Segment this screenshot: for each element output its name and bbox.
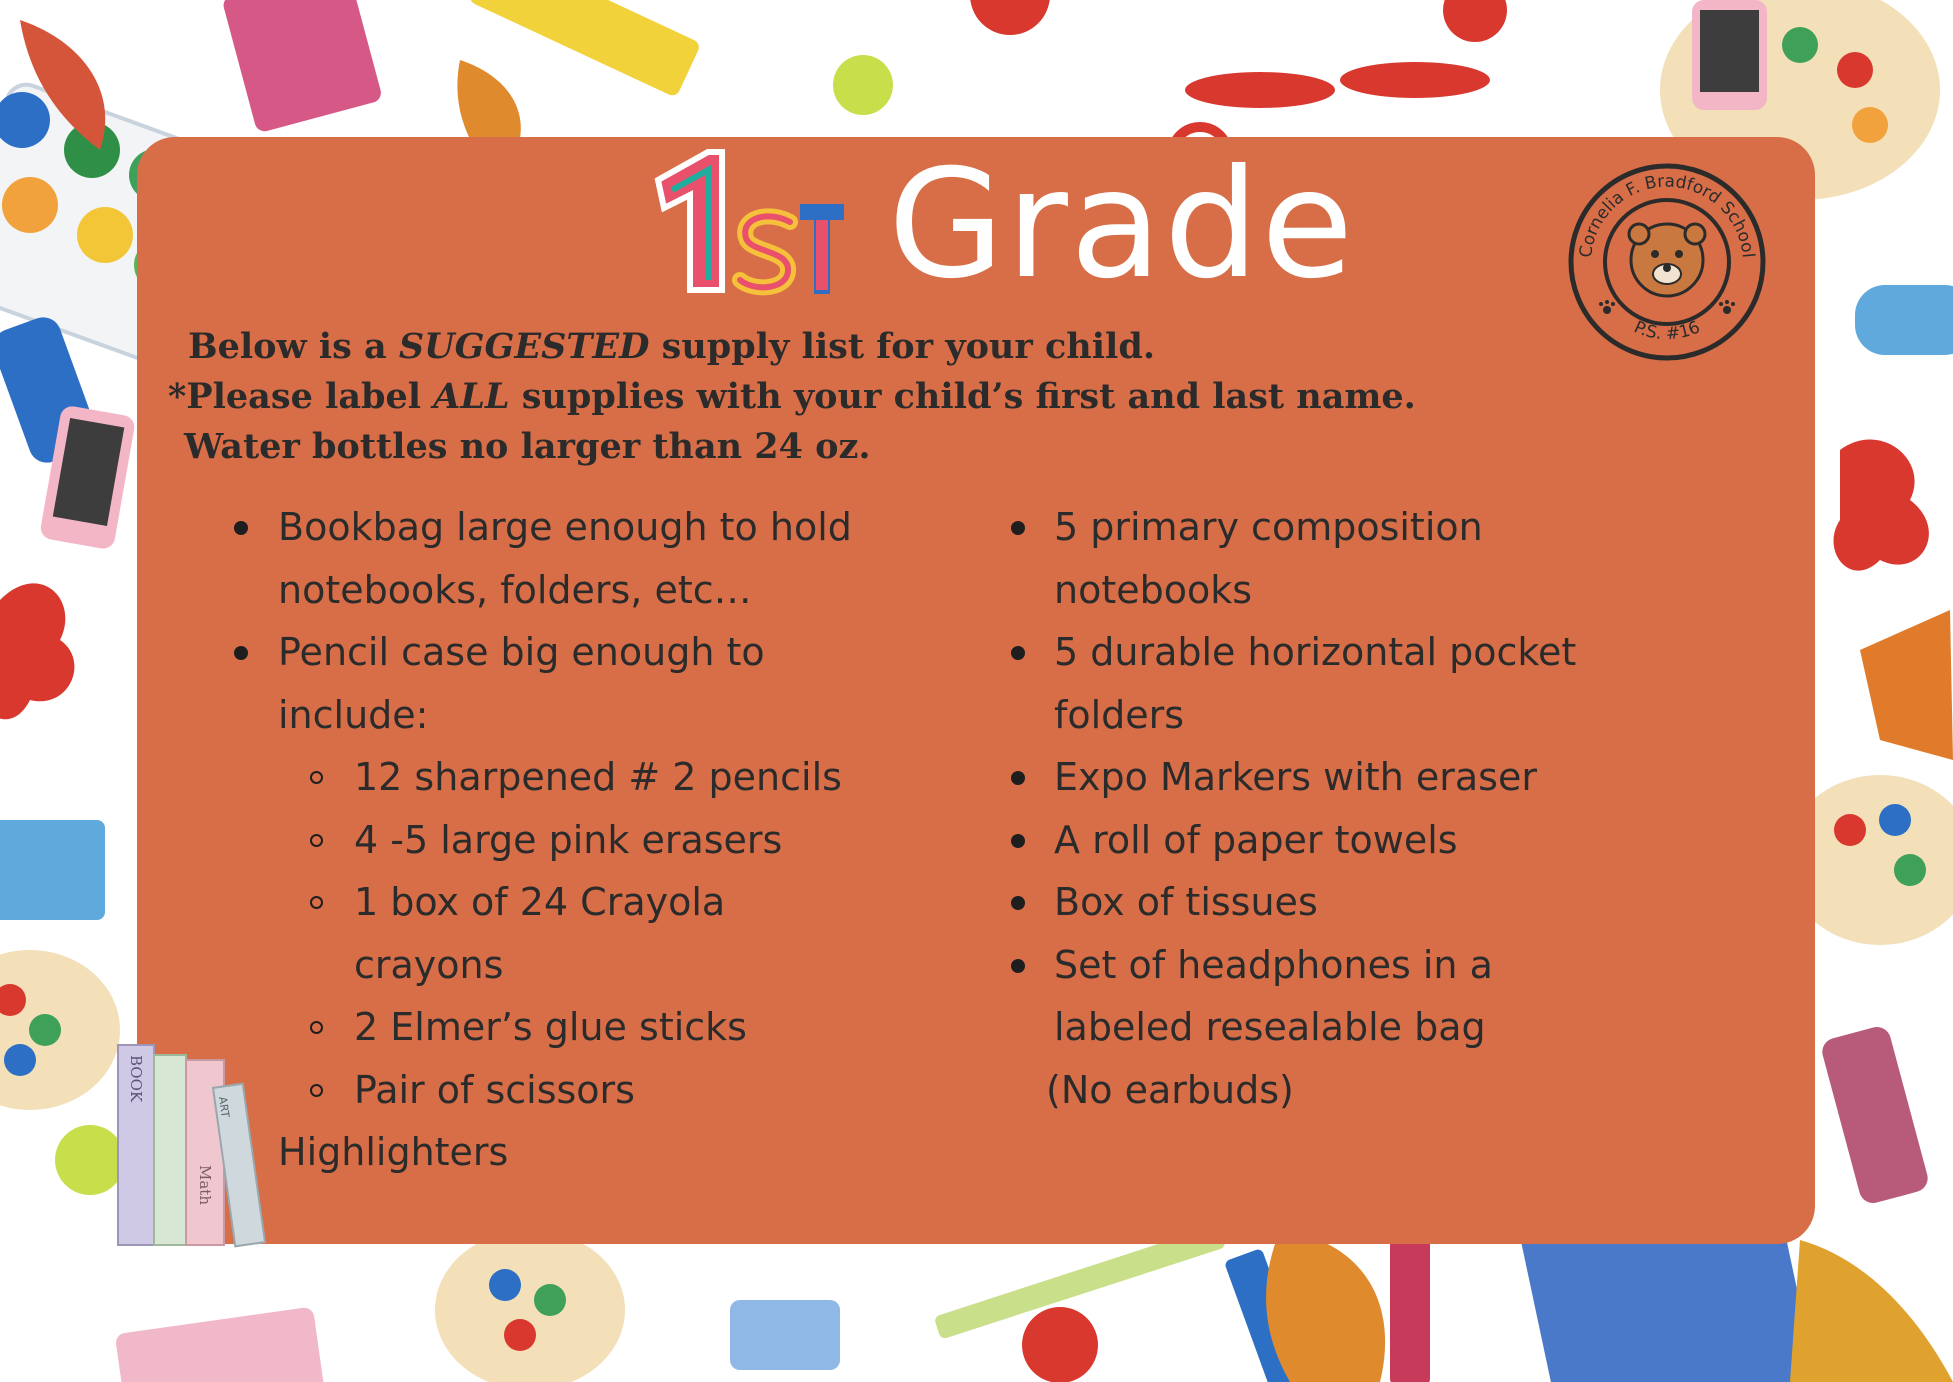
list-subitem	[186, 746, 852, 809]
item-paper-towels: A roll of paper towels	[1054, 817, 1458, 862]
intro-line-2	[168, 372, 1416, 422]
phone-screen	[1700, 10, 1759, 92]
intro-emphasis-suggested: SUGGESTED	[398, 326, 650, 367]
seal-school-number: P.S. #16	[1630, 317, 1704, 345]
first-numeral-icon	[650, 140, 850, 310]
hollow-bullet-icon	[310, 771, 323, 784]
intro-line-1-start: Below is a	[188, 326, 399, 367]
list-item	[186, 621, 852, 746]
item-crayons-line-1: 1 box of 24 Crayola	[354, 880, 726, 924]
item-folders-line-2: folders	[1054, 692, 1185, 737]
bell-icon	[1860, 610, 1953, 760]
school-seal	[1567, 162, 1767, 362]
item-erasers: 4 -5 large pink erasers	[354, 817, 783, 862]
bullet-icon	[1011, 959, 1025, 973]
item-tissues: Box of tissues	[1054, 880, 1318, 924]
leaf-icon	[1790, 1240, 1953, 1382]
apple-icon	[1443, 0, 1507, 42]
list-subitem	[186, 809, 852, 872]
item-folders-line-1: 5 durable horizontal pocket	[1054, 630, 1577, 674]
item-pencils: 12 sharpened # 2 pencils	[354, 755, 842, 799]
item-bookbag-line-2: notebooks, folders, etc…	[278, 567, 752, 612]
bullet-icon	[1011, 896, 1025, 910]
spiral-notebook-icon	[0, 820, 105, 920]
intro-line-1-end: supply list for your child.	[649, 326, 1156, 367]
bullet-icon	[1011, 521, 1025, 535]
ruler-icon	[468, 0, 702, 98]
list-item	[1004, 621, 1576, 746]
bullet-icon	[1011, 646, 1025, 660]
leaf-icon	[1266, 1230, 1385, 1382]
marker-icon	[1819, 1024, 1931, 1206]
intro-line-1	[168, 322, 1416, 372]
apple-icon	[970, 0, 1050, 35]
books-icon	[110, 1035, 290, 1250]
supply-list-right	[1004, 496, 1576, 1121]
bullet-icon	[1011, 834, 1025, 848]
apple-icon	[833, 55, 893, 115]
hollow-bullet-icon	[310, 834, 323, 847]
paint-palette-icon	[435, 1230, 625, 1382]
item-scissors: Pair of scissors	[354, 1067, 635, 1112]
marker-icon	[1855, 285, 1953, 355]
book-spine-label: Math	[196, 1165, 214, 1205]
hollow-bullet-icon	[310, 1021, 323, 1034]
grade-word: Grade	[888, 138, 1356, 312]
book-spine-label: BOOK	[127, 1055, 145, 1103]
flower-icon	[0, 583, 74, 719]
apple-icon	[1022, 1307, 1098, 1382]
intro-emphasis-all: ALL	[433, 376, 510, 417]
intro-line-2-start: *Please label	[168, 376, 434, 417]
notebook-icon	[221, 0, 383, 133]
list-item	[186, 496, 852, 621]
paint-palette-icon	[0, 950, 120, 1110]
hollow-bullet-icon	[310, 1084, 323, 1097]
list-item	[1004, 871, 1576, 934]
intro-line-2-end: supplies with your child’s first and last name.	[509, 376, 1416, 417]
bullet-icon	[1011, 771, 1025, 785]
item-markers: Expo Markers with eraser	[1054, 755, 1537, 799]
item-highlighters: Highlighters	[278, 1130, 509, 1174]
item-bookbag-line-1: Bookbag large enough to hold	[278, 505, 852, 549]
item-headphones-line-2: labeled resealable bag	[1054, 1005, 1486, 1049]
seal-school-name: Cornelia F. Bradford School	[1576, 171, 1758, 259]
list-subitem	[186, 871, 852, 996]
bullet-icon	[234, 521, 248, 535]
intro-text	[168, 322, 1416, 472]
intro-line-3: Water bottles no larger than 24 oz.	[184, 426, 871, 467]
item-glue: 2 Elmer’s glue sticks	[354, 1005, 747, 1049]
item-headphones-note: (No earbuds)	[1046, 1067, 1294, 1112]
list-item	[1004, 934, 1576, 1122]
item-notebooks-line-1: 5 primary composition	[1054, 505, 1483, 549]
item-crayons-line-2: crayons	[354, 942, 504, 987]
list-item	[1004, 809, 1576, 872]
hollow-bullet-icon	[310, 896, 323, 909]
item-headphones-line-1: Set of headphones in a	[1054, 942, 1493, 987]
list-item	[1004, 746, 1576, 809]
flower-icon	[1834, 440, 1929, 571]
bullet-icon	[234, 646, 248, 660]
item-notebooks-line-2: notebooks	[1054, 567, 1253, 612]
eraser-icon	[730, 1300, 840, 1370]
page-title	[650, 138, 1356, 312]
item-pencil-case-line-2: include:	[278, 692, 429, 737]
list-item	[1004, 496, 1576, 621]
book-spine-label: ART	[215, 1095, 232, 1119]
item-pencil-case-line-1: Pencil case big enough to	[278, 630, 765, 674]
notebook-icon	[115, 1307, 326, 1382]
bear-icon	[1629, 224, 1705, 296]
